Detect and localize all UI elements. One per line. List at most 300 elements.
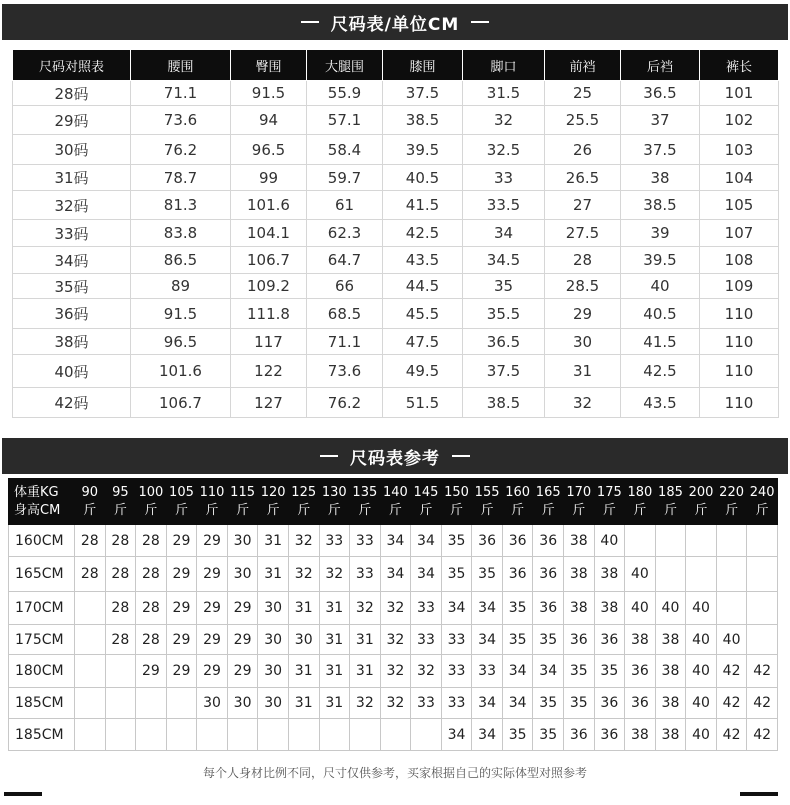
measurement-cell: 51.5 <box>383 388 463 418</box>
empty-size-cell <box>136 719 167 751</box>
weight-unit: 斤 <box>205 502 219 518</box>
weight-unit: 斤 <box>572 502 586 518</box>
measurement-cell: 30 <box>545 329 621 355</box>
measurement-cell: 27 <box>545 191 621 220</box>
measurement-cell: 117 <box>231 329 307 355</box>
reference-table <box>8 478 778 751</box>
size-cell: 38 <box>655 655 686 688</box>
size-cell: 34 <box>472 688 503 719</box>
size-cell: 36 <box>533 592 564 625</box>
weight-value: 120 <box>260 484 286 500</box>
measurement-cell: 26.5 <box>545 165 621 191</box>
reference-title: 尺码表参考 <box>350 448 440 469</box>
weight-unit: 斤 <box>236 502 250 518</box>
empty-size-cell <box>136 688 167 719</box>
size-cell: 32 <box>288 525 319 557</box>
reference-row <box>9 655 778 688</box>
weight-unit: 斤 <box>113 502 127 518</box>
size-cell: 34 <box>411 557 442 592</box>
weight-header <box>166 479 197 525</box>
measurement-cell: 96.5 <box>231 135 307 165</box>
weight-value: 115 <box>230 484 255 500</box>
measurement-cell: 101 <box>700 81 779 106</box>
size-cell: 33 <box>411 625 442 655</box>
height-label-cell: 185CM <box>9 719 75 751</box>
reference-row <box>9 625 778 655</box>
weight-header <box>655 479 686 525</box>
measurement-cell: 101.6 <box>231 191 307 220</box>
size-cell: 35 <box>441 525 472 557</box>
measurement-cell: 73.6 <box>307 355 383 388</box>
size-cell: 32 <box>380 592 411 625</box>
empty-size-cell <box>350 719 381 751</box>
size-chart-row <box>13 220 779 247</box>
size-cell: 42 <box>747 688 778 719</box>
weight-header <box>716 479 747 525</box>
weight-value: 170 <box>566 484 592 500</box>
size-chart-row <box>13 274 779 299</box>
size-cell: 40 <box>686 592 717 625</box>
empty-size-cell <box>227 719 258 751</box>
size-cell: 34 <box>472 625 503 655</box>
size-cell: 40 <box>686 625 717 655</box>
weight-value: 140 <box>382 484 408 500</box>
measurement-cell: 41.5 <box>383 191 463 220</box>
size-cell: 28 <box>75 557 106 592</box>
size-cell: 29 <box>197 592 228 625</box>
measurement-cell: 106.7 <box>131 388 231 418</box>
measurement-cell: 81.3 <box>131 191 231 220</box>
size-cell: 34 <box>472 592 503 625</box>
size-cell: 31 <box>288 688 319 719</box>
weight-value: 160 <box>505 484 531 500</box>
size-cell: 29 <box>166 557 197 592</box>
weight-header <box>75 479 106 525</box>
dash-left <box>301 21 319 23</box>
measurement-cell: 102 <box>700 106 779 135</box>
size-cell: 35 <box>564 655 595 688</box>
size-cell: 34 <box>502 688 533 719</box>
footer-note: 每个人身材比例不同，尺寸仅供参考，买家根据自己的实际体型对照参考 <box>202 766 587 780</box>
size-cell: 33 <box>350 557 381 592</box>
empty-size-cell <box>288 719 319 751</box>
size-cell: 38 <box>594 557 625 592</box>
size-cell: 31 <box>258 525 289 557</box>
weight-value: 100 <box>138 484 164 500</box>
size-cell: 29 <box>166 592 197 625</box>
empty-size-cell <box>411 719 442 751</box>
measurement-cell: 31 <box>545 355 621 388</box>
size-cell: 29 <box>136 655 167 688</box>
size-chart-header: 腰围 <box>131 50 231 81</box>
size-chart-banner <box>2 4 788 40</box>
bottom-bar-right <box>740 792 778 796</box>
size-cell: 32 <box>380 625 411 655</box>
dash-left <box>320 455 338 457</box>
size-label-cell: 29码 <box>13 106 131 135</box>
measurement-cell: 26 <box>545 135 621 165</box>
weight-value: 145 <box>413 484 439 500</box>
size-cell: 36 <box>502 525 533 557</box>
weight-unit: 斤 <box>297 502 311 518</box>
measurement-cell: 108 <box>700 247 779 274</box>
measurement-cell: 37 <box>621 106 700 135</box>
size-chart-header: 后裆 <box>621 50 700 81</box>
empty-size-cell <box>747 557 778 592</box>
measurement-cell: 78.7 <box>131 165 231 191</box>
size-cell: 33 <box>319 525 350 557</box>
dash-right <box>452 455 470 457</box>
size-cell: 30 <box>258 625 289 655</box>
size-cell: 34 <box>502 655 533 688</box>
weight-value: 110 <box>199 484 225 500</box>
size-cell: 40 <box>625 557 656 592</box>
measurement-cell: 42.5 <box>621 355 700 388</box>
weight-value: 130 <box>321 484 347 500</box>
size-cell: 35 <box>533 688 564 719</box>
measurement-cell: 110 <box>700 299 779 329</box>
measurement-cell: 35.5 <box>463 299 545 329</box>
empty-size-cell <box>686 525 717 557</box>
measurement-cell: 127 <box>231 388 307 418</box>
corner-height-label: 身高CM <box>14 502 61 518</box>
weight-value: 90 <box>81 484 99 500</box>
weight-header <box>594 479 625 525</box>
size-cell: 34 <box>533 655 564 688</box>
weight-header <box>227 479 258 525</box>
measurement-cell: 40.5 <box>621 299 700 329</box>
empty-size-cell <box>166 688 197 719</box>
size-label-cell: 36码 <box>13 299 131 329</box>
reference-header-row <box>9 479 778 525</box>
size-cell: 28 <box>105 625 136 655</box>
size-cell: 30 <box>227 557 258 592</box>
weight-unit: 斤 <box>633 502 647 518</box>
weight-header <box>350 479 381 525</box>
weight-value: 165 <box>535 484 561 500</box>
weight-value: 135 <box>352 484 378 500</box>
weight-unit: 斤 <box>694 502 708 518</box>
size-label-cell: 31码 <box>13 165 131 191</box>
size-label-cell: 42码 <box>13 388 131 418</box>
size-cell: 28 <box>75 525 106 557</box>
measurement-cell: 104 <box>700 165 779 191</box>
reference-row <box>9 525 778 557</box>
empty-size-cell <box>75 592 106 625</box>
empty-size-cell <box>319 719 350 751</box>
measurement-cell: 110 <box>700 355 779 388</box>
measurement-cell: 64.7 <box>307 247 383 274</box>
empty-size-cell <box>75 655 106 688</box>
size-cell: 31 <box>319 625 350 655</box>
measurement-cell: 91.5 <box>131 299 231 329</box>
weight-unit: 斤 <box>144 502 158 518</box>
size-cell: 29 <box>166 625 197 655</box>
size-cell: 42 <box>747 719 778 751</box>
weight-header <box>105 479 136 525</box>
size-cell: 32 <box>380 688 411 719</box>
size-cell: 42 <box>716 688 747 719</box>
measurement-cell: 41.5 <box>621 329 700 355</box>
size-cell: 38 <box>564 525 595 557</box>
weight-header <box>564 479 595 525</box>
size-cell: 38 <box>625 625 656 655</box>
size-cell: 29 <box>227 625 258 655</box>
size-cell: 31 <box>350 655 381 688</box>
size-cell: 34 <box>411 525 442 557</box>
weight-unit: 斤 <box>725 502 739 518</box>
weight-unit: 斤 <box>266 502 280 518</box>
measurement-cell: 62.3 <box>307 220 383 247</box>
size-cell: 31 <box>319 655 350 688</box>
weight-header <box>686 479 717 525</box>
weight-value: 175 <box>596 484 622 500</box>
weight-value: 95 <box>112 484 129 500</box>
size-label-cell: 35码 <box>13 274 131 299</box>
measurement-cell: 94 <box>231 106 307 135</box>
size-cell: 38 <box>655 688 686 719</box>
size-cell: 35 <box>472 557 503 592</box>
measurement-cell: 38.5 <box>383 106 463 135</box>
weight-value: 125 <box>291 484 317 500</box>
size-cell: 33 <box>441 625 472 655</box>
size-cell: 29 <box>227 655 258 688</box>
empty-size-cell <box>75 625 106 655</box>
measurement-cell: 28.5 <box>545 274 621 299</box>
size-cell: 38 <box>564 557 595 592</box>
measurement-cell: 103 <box>700 135 779 165</box>
size-cell: 35 <box>533 625 564 655</box>
weight-unit: 斤 <box>663 502 677 518</box>
measurement-cell: 61 <box>307 191 383 220</box>
size-cell: 38 <box>594 592 625 625</box>
size-chart-header: 膝围 <box>383 50 463 81</box>
size-cell: 31 <box>319 592 350 625</box>
corner-weight-label: 体重KG <box>14 484 59 500</box>
measurement-cell: 38.5 <box>621 191 700 220</box>
size-cell: 40 <box>655 592 686 625</box>
measurement-cell: 57.1 <box>307 106 383 135</box>
empty-size-cell <box>75 719 106 751</box>
measurement-cell: 34.5 <box>463 247 545 274</box>
size-cell: 36 <box>594 688 625 719</box>
size-cell: 33 <box>441 655 472 688</box>
weight-header <box>533 479 564 525</box>
weight-unit: 斤 <box>327 502 341 518</box>
size-label-cell: 30码 <box>13 135 131 165</box>
size-cell: 30 <box>288 625 319 655</box>
measurement-cell: 86.5 <box>131 247 231 274</box>
size-cell: 40 <box>686 719 717 751</box>
size-cell: 36 <box>564 719 595 751</box>
empty-size-cell <box>166 719 197 751</box>
measurement-cell: 27.5 <box>545 220 621 247</box>
size-chart-header-row <box>13 50 779 81</box>
size-chart-row <box>13 135 779 165</box>
empty-size-cell <box>380 719 411 751</box>
height-label-cell: 165CM <box>9 557 75 592</box>
measurement-cell: 37.5 <box>621 135 700 165</box>
weight-value: 155 <box>474 484 500 500</box>
measurement-cell: 71.1 <box>307 329 383 355</box>
size-chart-title: 尺码表/单位CM <box>330 14 460 35</box>
size-cell: 34 <box>380 557 411 592</box>
measurement-cell: 104.1 <box>231 220 307 247</box>
size-cell: 30 <box>258 688 289 719</box>
size-chart-table <box>12 49 779 418</box>
empty-size-cell <box>655 525 686 557</box>
size-cell: 33 <box>441 688 472 719</box>
measurement-cell: 101.6 <box>131 355 231 388</box>
measurement-cell: 44.5 <box>383 274 463 299</box>
size-chart-row <box>13 329 779 355</box>
empty-size-cell <box>75 688 106 719</box>
size-chart-row <box>13 106 779 135</box>
size-cell: 35 <box>502 719 533 751</box>
size-cell: 36 <box>625 655 656 688</box>
size-cell: 33 <box>411 592 442 625</box>
size-label-cell: 32码 <box>13 191 131 220</box>
bottom-bar-left <box>4 792 42 796</box>
size-chart-row <box>13 355 779 388</box>
size-chart-row <box>13 165 779 191</box>
size-cell: 31 <box>319 688 350 719</box>
measurement-cell: 89 <box>131 274 231 299</box>
size-cell: 35 <box>502 592 533 625</box>
size-cell: 28 <box>136 592 167 625</box>
size-cell: 38 <box>625 719 656 751</box>
reference-row <box>9 557 778 592</box>
measurement-cell: 32 <box>463 106 545 135</box>
measurement-cell: 36.5 <box>463 329 545 355</box>
size-chart-header: 臀围 <box>231 50 307 81</box>
size-cell: 29 <box>166 655 197 688</box>
measurement-cell: 76.2 <box>307 388 383 418</box>
size-label-cell: 34码 <box>13 247 131 274</box>
measurement-cell: 38.5 <box>463 388 545 418</box>
size-cell: 42 <box>747 655 778 688</box>
measurement-cell: 109 <box>700 274 779 299</box>
weight-unit: 斤 <box>541 502 555 518</box>
size-cell: 28 <box>105 525 136 557</box>
height-label-cell: 160CM <box>9 525 75 557</box>
measurement-cell: 39.5 <box>383 135 463 165</box>
size-cell: 40 <box>686 688 717 719</box>
size-cell: 35 <box>533 719 564 751</box>
weight-value: 240 <box>749 484 775 500</box>
size-cell: 29 <box>197 525 228 557</box>
reference-row <box>9 592 778 625</box>
empty-size-cell <box>747 525 778 557</box>
empty-size-cell <box>747 625 778 655</box>
measurement-cell: 45.5 <box>383 299 463 329</box>
size-chart-header: 前裆 <box>545 50 621 81</box>
measurement-cell: 71.1 <box>131 81 231 106</box>
measurement-cell: 33 <box>463 165 545 191</box>
measurement-cell: 59.7 <box>307 165 383 191</box>
empty-size-cell <box>716 592 747 625</box>
measurement-cell: 32.5 <box>463 135 545 165</box>
measurement-cell: 33.5 <box>463 191 545 220</box>
reference-row <box>9 719 778 751</box>
weight-header <box>441 479 472 525</box>
size-chart-row <box>13 247 779 274</box>
weight-unit: 斤 <box>419 502 433 518</box>
size-cell: 29 <box>197 625 228 655</box>
size-cell: 35 <box>441 557 472 592</box>
weight-unit: 斤 <box>174 502 188 518</box>
size-cell: 36 <box>594 625 625 655</box>
weight-unit: 斤 <box>755 502 769 518</box>
size-cell: 31 <box>350 625 381 655</box>
size-chart-header: 裤长 <box>700 50 779 81</box>
empty-size-cell <box>716 525 747 557</box>
empty-size-cell <box>686 557 717 592</box>
size-cell: 30 <box>227 688 258 719</box>
size-cell: 42 <box>716 719 747 751</box>
size-cell: 32 <box>411 655 442 688</box>
size-cell: 38 <box>564 592 595 625</box>
measurement-cell: 37.5 <box>463 355 545 388</box>
size-cell: 32 <box>380 655 411 688</box>
weight-header <box>747 479 778 525</box>
size-cell: 33 <box>350 525 381 557</box>
size-cell: 32 <box>350 592 381 625</box>
size-label-cell: 28码 <box>13 81 131 106</box>
measurement-cell: 76.2 <box>131 135 231 165</box>
size-cell: 29 <box>197 655 228 688</box>
weight-unit: 斤 <box>388 502 402 518</box>
weight-value: 105 <box>169 484 194 500</box>
size-cell: 32 <box>319 557 350 592</box>
reference-row <box>9 688 778 719</box>
size-chart-row <box>13 299 779 329</box>
size-chart-header: 脚口 <box>463 50 545 81</box>
size-cell: 32 <box>350 688 381 719</box>
weight-value: 200 <box>688 484 714 500</box>
measurement-cell: 47.5 <box>383 329 463 355</box>
weight-value: 220 <box>719 484 744 500</box>
size-cell: 40 <box>594 525 625 557</box>
size-cell: 38 <box>655 719 686 751</box>
empty-size-cell <box>625 525 656 557</box>
size-cell: 38 <box>655 625 686 655</box>
weight-unit: 斤 <box>83 502 97 518</box>
measurement-cell: 111.8 <box>231 299 307 329</box>
weight-header <box>502 479 533 525</box>
weight-value: 150 <box>444 484 469 500</box>
size-cell: 29 <box>197 557 228 592</box>
size-cell: 35 <box>594 655 625 688</box>
size-cell: 30 <box>197 688 228 719</box>
size-cell: 36 <box>533 525 564 557</box>
size-cell: 30 <box>258 592 289 625</box>
weight-value: 180 <box>627 484 653 500</box>
measurement-cell: 39.5 <box>621 247 700 274</box>
measurement-cell: 110 <box>700 329 779 355</box>
size-cell: 40 <box>716 625 747 655</box>
empty-size-cell <box>105 655 136 688</box>
empty-size-cell <box>655 557 686 592</box>
empty-size-cell <box>747 592 778 625</box>
measurement-cell: 105 <box>700 191 779 220</box>
measurement-cell: 32 <box>545 388 621 418</box>
measurement-cell: 43.5 <box>383 247 463 274</box>
measurement-cell: 38 <box>621 165 700 191</box>
measurement-cell: 83.8 <box>131 220 231 247</box>
size-label-cell: 40码 <box>13 355 131 388</box>
measurement-cell: 40 <box>621 274 700 299</box>
